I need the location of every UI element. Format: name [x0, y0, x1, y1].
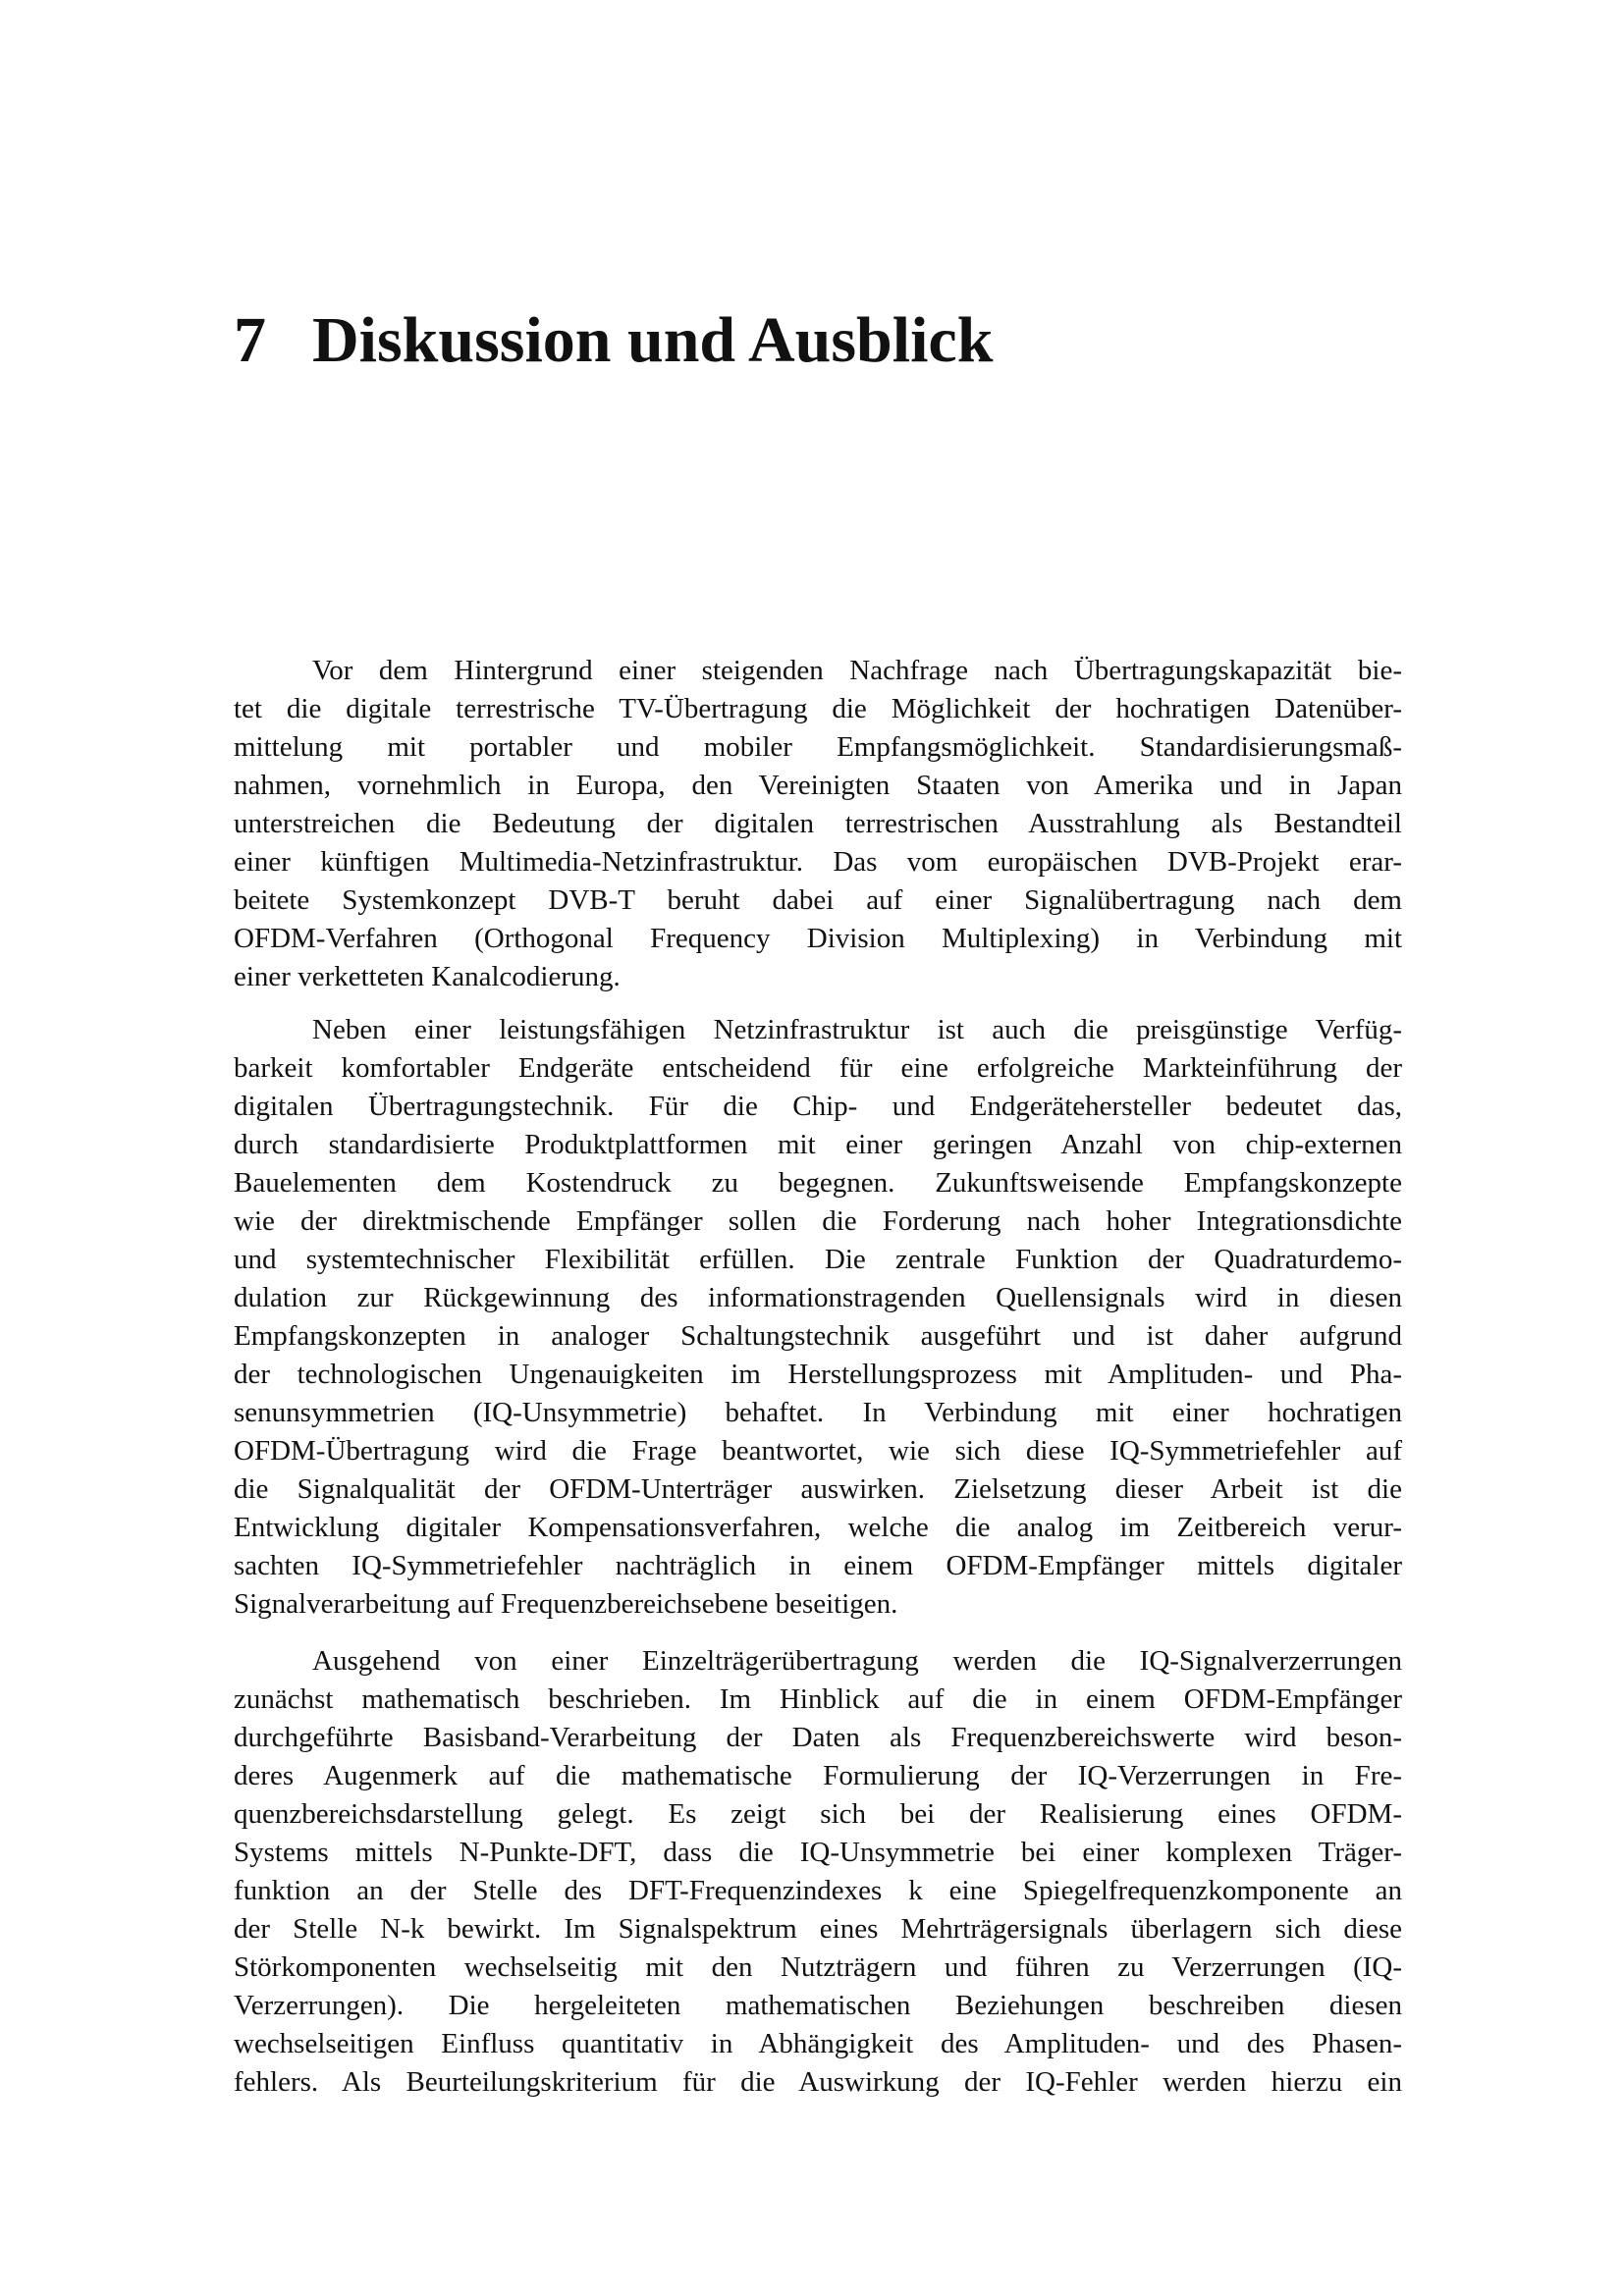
text-line: Entwicklung digitaler Kompensationsverfahren, welche die analog im Zeitbereich verur- — [234, 1512, 1402, 1543]
text-line: Systems mittels N-Punkte-DFT, dass die IQ-Unsymmetrie bei einer komplexen Träger- — [234, 1837, 1402, 1868]
text-line: und systemtechnischer Flexibilität erfüllen. Die zentrale Funktion der Quadraturdemo- — [234, 1244, 1402, 1275]
paragraph-3 — [234, 1642, 1402, 2102]
text-line: Bauelementen dem Kostendruck zu begegnen. Zukunftsweisende Empfangskonzepte — [234, 1167, 1402, 1199]
text-line: beitete Systemkonzept DVB-T beruht dabei auf einer Signalübertragung nach dem — [234, 884, 1402, 916]
text-line: mittelung mit portabler und mobiler Empfangsmöglichkeit. Standardisierungsmaß- — [234, 731, 1402, 763]
text-line: einer künftigen Multimedia-Netzinfrastruktur. Das vom europäischen DVB-Projekt erar- — [234, 846, 1402, 878]
text-line: sachten IQ-Symmetriefehler nachträglich in einem OFDM-Empfänger mittels digitaler — [234, 1550, 1402, 1581]
text-line: OFDM-Übertragung wird die Frage beantwortet, wie sich diese IQ-Symmetriefehler auf — [234, 1435, 1402, 1467]
text-line: Vor dem Hintergrund einer steigenden Nachfrage nach Übertragungskapazität bie- — [312, 655, 1402, 686]
text-line: Verzerrungen). Die hergeleiteten mathematischen Beziehungen beschreiben diesen — [234, 1990, 1402, 2021]
text-line: nahmen, vornehmlich in Europa, den Vereinigten Staaten von Amerika und in Japan — [234, 770, 1402, 801]
text-line: OFDM-Verfahren (Orthogonal Frequency Division Multiplexing) in Verbindung mit — [234, 923, 1402, 954]
text-line: digitalen Übertragungstechnik. Für die Chip- und Endgerätehersteller bedeutet das, — [234, 1091, 1402, 1122]
text-line: senunsymmetrien (IQ-Unsymmetrie) behaftet. In Verbindung mit einer hochratigen — [234, 1397, 1402, 1428]
text-line: einer verketteten Kanalcodierung. — [234, 961, 621, 992]
text-line: barkeit komfortabler Endgeräte entscheidend für eine erfolgreiche Markteinführung der — [234, 1052, 1402, 1084]
chapter-heading — [234, 304, 994, 376]
paragraph-1 — [234, 652, 1402, 996]
paragraph-2 — [234, 1011, 1402, 1624]
text-line: zunächst mathematisch beschrieben. Im Hinblick auf die in einem OFDM-Empfänger — [234, 1683, 1402, 1715]
text-line: wechselseitigen Einfluss quantitativ in Abhängigkeit des Amplituden- und des Phasen- — [234, 2028, 1402, 2059]
chapter-number: 7 — [234, 304, 266, 376]
text-line: der Stelle N-k bewirkt. Im Signalspektrum eines Mehrträgersignals überlagern sich diese — [234, 1913, 1402, 1945]
text-line: Empfangskonzepten in analoger Schaltungstechnik ausgeführt und ist daher aufgrund — [234, 1320, 1402, 1352]
text-line: durch standardisierte Produktplattformen mit einer geringen Anzahl von chip-externen — [234, 1129, 1402, 1160]
text-line: die Signalqualität der OFDM-Unterträger auswirken. Zielsetzung dieser Arbeit ist die — [234, 1473, 1402, 1505]
text-line: tet die digitale terrestrische TV-Übertragung die Möglichkeit der hochratigen Datenüber- — [234, 693, 1402, 724]
text-line: der technologischen Ungenauigkeiten im Herstellungsprozess mit Amplituden- und Pha- — [234, 1359, 1402, 1390]
text-line: Neben einer leistungsfähigen Netzinfrastruktur ist auch die preisgünstige Verfüg- — [312, 1014, 1402, 1045]
text-line: quenzbereichsdarstellung gelegt. Es zeigt sich bei der Realisierung eines OFDM- — [234, 1798, 1402, 1830]
text-line: funktion an der Stelle des DFT-Frequenzindexes k eine Spiegelfrequenzkomponente an — [234, 1875, 1402, 1906]
text-line: unterstreichen die Bedeutung der digitalen terrestrischen Ausstrahlung als Bestandteil — [234, 808, 1402, 839]
text-line: dulation zur Rückgewinnung des informationstragenden Quellensignals wird in diesen — [234, 1282, 1402, 1313]
text-line: Störkomponenten wechselseitig mit den Nutzträgern und führen zu Verzerrungen (IQ- — [234, 1951, 1402, 1983]
chapter-title: Diskussion und Ausblick — [312, 304, 994, 376]
text-line: durchgeführte Basisband-Verarbeitung der Daten als Frequenzbereichswerte wird beson- — [234, 1722, 1402, 1753]
text-line: Signalverarbeitung auf Frequenzbereichsebene beseitigen. — [234, 1588, 898, 1620]
text-line: wie der direktmischende Empfänger sollen die Forderung nach hoher Integrationsdichte — [234, 1205, 1402, 1237]
text-line: Ausgehend von einer Einzelträgerübertragung werden die IQ-Signalverzerrungen — [312, 1645, 1402, 1677]
text-line: fehlers. Als Beurteilungskriterium für die Auswirkung der IQ-Fehler werden hierzu ein — [234, 2066, 1402, 2098]
text-line: deres Augenmerk auf die mathematische Formulierung der IQ-Verzerrungen in Fre- — [234, 1760, 1402, 1791]
